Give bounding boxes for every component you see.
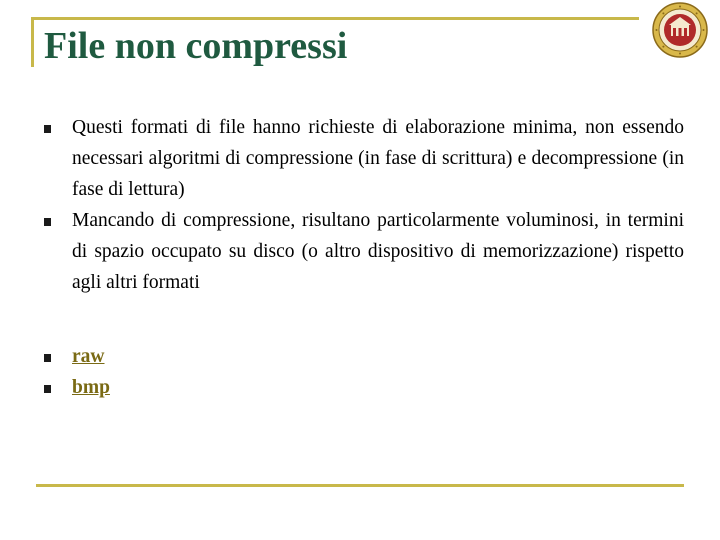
bullet-item-link [44,341,684,372]
bullet-list [44,112,684,403]
frame-left-rule [31,17,34,67]
square-bullet-icon [44,125,51,133]
square-bullet-icon [44,354,51,362]
frame-bottom-rule [36,484,684,487]
bullet-item [44,112,684,205]
frame-top-rule [31,17,639,20]
spacer [44,329,684,341]
square-bullet-icon [44,385,51,393]
slide-title: File non compressi [44,25,348,67]
bmp-link[interactable]: bmp [72,377,110,398]
university-seal-icon [652,2,708,58]
square-bullet-icon [44,218,51,226]
bullet-text: Mancando di compressione, risultano particolarmente voluminosi, in termini di spazio occupato su disco (o altro dispositivo di memorizzazione) rispetto agli altri formati [72,210,684,293]
spacer [44,298,684,329]
bullet-item [44,205,684,298]
bullet-text: Questi formati di file hanno richieste di elaborazione minima, non essendo necessari algoritmi di compressione (in fase di scrittura) e decompressione (in fase di lettura) [72,117,684,200]
raw-link[interactable]: raw [72,346,105,367]
bullet-item-link [44,372,684,403]
